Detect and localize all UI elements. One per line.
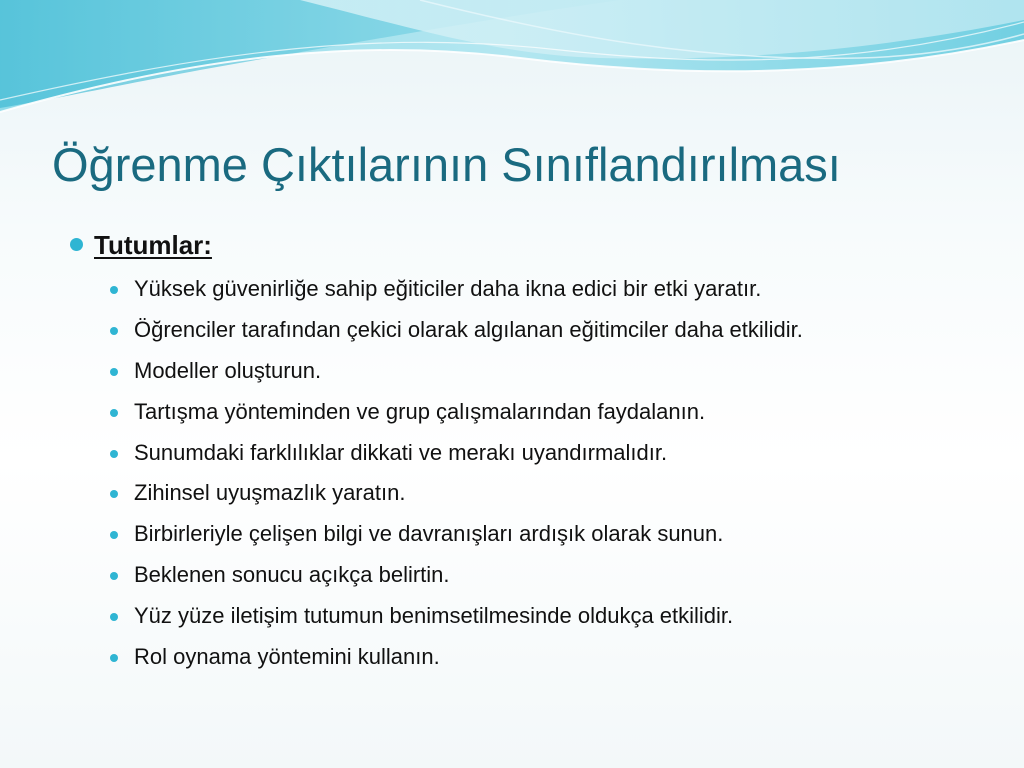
list-item: Rol oynama yöntemini kullanın. — [70, 637, 990, 678]
list-item: Öğrenciler tarafından çekici olarak algılanan eğitimciler daha etkilidir. — [70, 310, 990, 351]
bullet-dot-icon — [110, 654, 118, 662]
slide-title: Öğrenme Çıktılarının Sınıflandırılması — [52, 138, 841, 191]
list-item: Sunumdaki farklılıklar dikkati ve merakı uyandırmalıdır. — [70, 433, 990, 474]
list-item: Yüz yüze iletişim tutumun benimsetilmesinde oldukça etkilidir. — [70, 596, 990, 637]
list-item: Beklenen sonucu açıkça belirtin. — [70, 555, 990, 596]
list-item: Zihinsel uyuşmazlık yaratın. — [70, 473, 990, 514]
decorative-wave-header — [0, 0, 1024, 130]
section-heading: Tutumlar: — [94, 230, 212, 260]
heading-bullet — [70, 226, 990, 264]
bullet-dot-icon — [110, 409, 118, 417]
bullet-dot-icon — [110, 450, 118, 458]
bullet-dot-icon — [110, 572, 118, 580]
bullet-dot-icon — [110, 613, 118, 621]
slide-content — [70, 226, 990, 678]
bullet-dot-icon — [110, 286, 118, 294]
bullet-dot-icon — [110, 490, 118, 498]
bullet-dot-icon — [110, 531, 118, 539]
bullet-dot-icon — [110, 368, 118, 376]
list-item: Modeller oluşturun. — [70, 351, 990, 392]
bullet-dot-icon — [110, 327, 118, 335]
bullet-dot-icon — [70, 238, 83, 251]
list-item: Tartışma yönteminden ve grup çalışmalarından faydalanın. — [70, 392, 990, 433]
list-item: Birbirleriyle çelişen bilgi ve davranışları ardışık olarak sunun. — [70, 514, 990, 555]
list-item: Yüksek güvenirliğe sahip eğiticiler daha ikna edici bir etki yaratır. — [70, 269, 990, 310]
bullet-list — [70, 269, 990, 678]
